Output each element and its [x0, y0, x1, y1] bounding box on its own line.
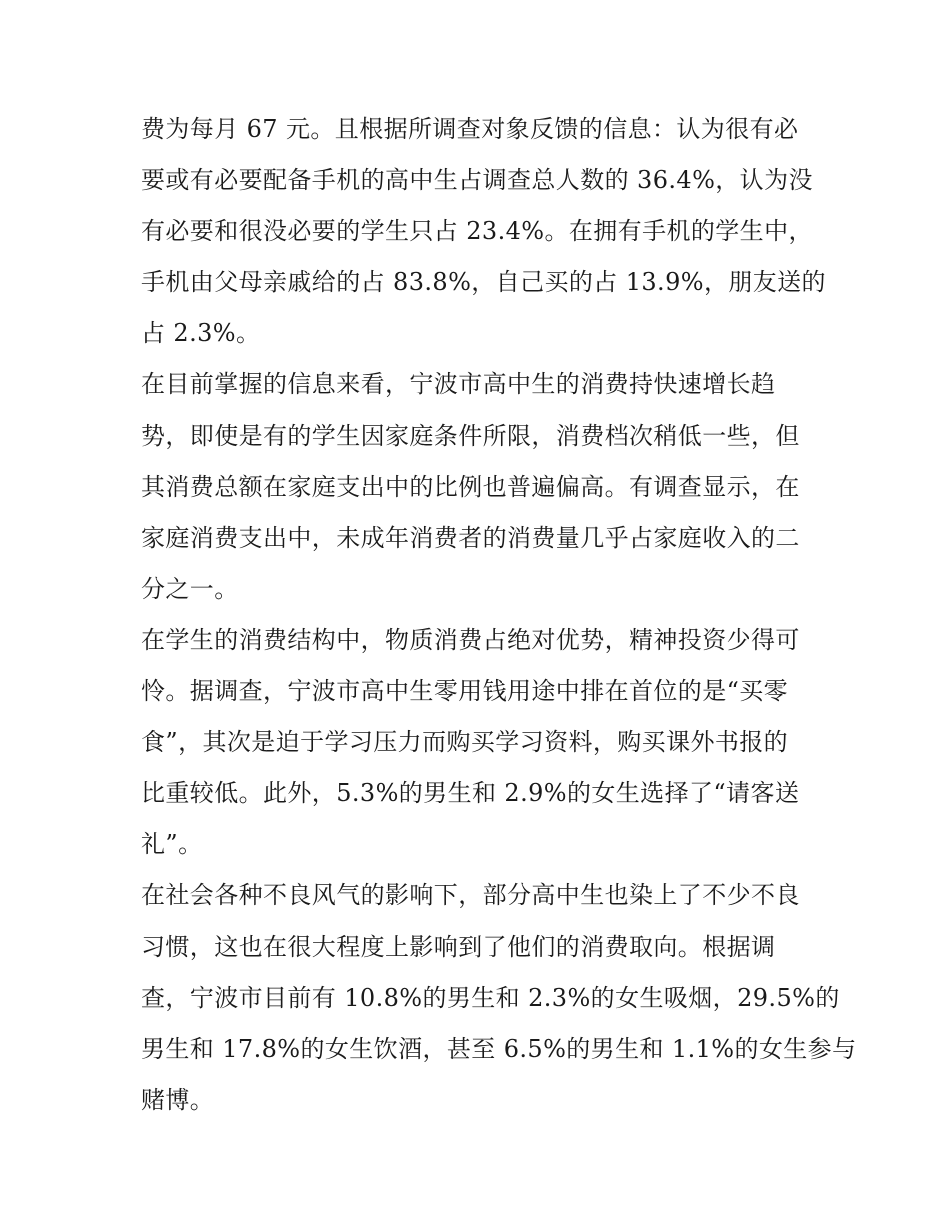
- text-line: 在学生的消费结构中，物质消费占绝对优势，精神投资少得可: [141, 625, 800, 654]
- body-text: [141, 104, 857, 1126]
- text-line: 男生和 17.8%的女生饮酒，甚至 6.5%的男生和 1.1%的女生参与: [141, 1034, 857, 1063]
- text-line: 有必要和很没必要的学生只占 23.4%。在拥有手机的学生中，: [141, 217, 813, 246]
- text-line: 手机由父母亲戚给的占 83.8%，自己买的占 13.9%，朋友送的: [141, 268, 826, 297]
- text-line: 势，即使是有的学生因家庭条件所限，消费档次稍低一些，但: [141, 421, 800, 450]
- text-line: 家庭消费支出中，未成年消费者的消费量几乎占家庭收入的二: [141, 523, 800, 552]
- text-line: 在社会各种不良风气的影响下，部分高中生也染上了不少不良: [141, 881, 800, 910]
- text-line: 怜。据调查，宁波市高中生零用钱用途中排在首位的是“买零: [141, 677, 789, 706]
- text-line: 习惯，这也在很大程度上影响到了他们的消费取向。根据调: [141, 932, 776, 961]
- text-line: 礼”。: [141, 830, 203, 859]
- text-line: 占 2.3%。: [141, 319, 261, 348]
- text-line: 查，宁波市目前有 10.8%的男生和 2.3%的女生吸烟，29.5%的: [141, 983, 840, 1012]
- text-line: 其消费总额在家庭支出中的比例也普遍偏高。有调查显示，在: [141, 472, 800, 501]
- text-line: 比重较低。此外，5.3%的男生和 2.9%的女生选择了“请客送: [141, 779, 800, 808]
- text-line: 要或有必要配备手机的高中生占调查总人数的 36.4%，认为没: [141, 166, 813, 195]
- text-line: 分之一。: [141, 574, 239, 603]
- text-line: 赌博。: [141, 1085, 215, 1114]
- text-line: 食”，其次是迫于学习压力而购买学习资料，购买课外书报的: [141, 728, 789, 757]
- text-line: 费为每月 67 元。且根据所调查对象反馈的信息：认为很有必: [141, 115, 799, 143]
- text-line: 在目前掌握的信息来看，宁波市高中生的消费持快速增长趋: [141, 370, 776, 399]
